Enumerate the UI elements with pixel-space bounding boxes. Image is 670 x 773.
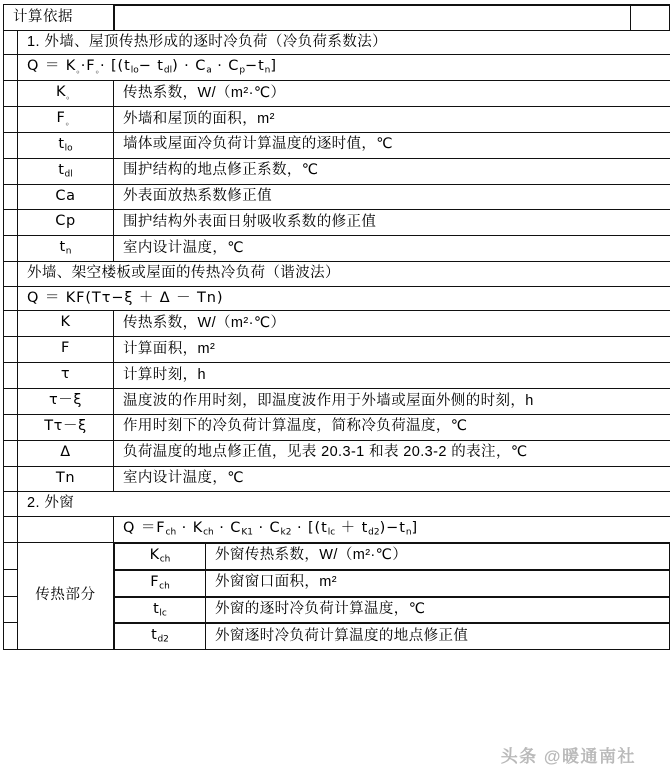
formula-token: t — [321, 520, 328, 536]
formula-sub: lc — [328, 528, 335, 538]
gutter-cell — [4, 262, 18, 287]
symbol-cell — [18, 158, 114, 184]
symbol-sub: d2 — [157, 635, 168, 645]
symbol-base: Tτ－ξ — [44, 418, 87, 434]
formula-token: − — [139, 58, 152, 74]
description-cell — [114, 132, 670, 158]
symbol-base: K — [60, 314, 70, 330]
gutter-cell — [4, 388, 18, 414]
gutter-cell — [4, 337, 18, 363]
calculation-basis-table — [3, 4, 670, 650]
symbol — [18, 185, 113, 210]
symbol-cell — [115, 597, 206, 622]
gutter-cell — [4, 569, 18, 596]
formula-token: − — [386, 520, 399, 536]
header-cell-blank — [114, 5, 670, 31]
formula-token: · — [182, 520, 188, 536]
symbol-cell — [115, 543, 206, 568]
description-cell — [114, 337, 670, 363]
symbol-sub: ch — [160, 554, 171, 564]
formula-token: t — [399, 520, 406, 536]
description: 外窗窗口面积，m² — [206, 571, 669, 595]
symbol-base: t — [60, 239, 66, 255]
description-cell — [114, 388, 670, 414]
nested-row — [114, 543, 670, 569]
symbol-sub: 。 — [65, 118, 74, 128]
nested-row — [114, 623, 670, 649]
symbol-cell — [18, 414, 114, 440]
symbol — [18, 415, 113, 440]
symbol — [18, 133, 113, 158]
gutter-cell — [4, 55, 18, 81]
gutter-cell — [4, 596, 18, 623]
symbol-cell — [18, 210, 114, 236]
symbol — [18, 467, 113, 492]
symbol — [18, 337, 113, 362]
formula-sub: a — [206, 66, 212, 76]
symbol-base: F — [150, 574, 159, 590]
description: 外表面放热系数修正值 — [114, 185, 670, 209]
gutter-cell — [4, 158, 18, 184]
section2-subtable-cell-2 — [114, 596, 670, 623]
harmonic-heading: 外墙、架空楼板或屋面的传热冷负荷（谐波法） — [18, 262, 670, 286]
symbol — [115, 571, 205, 596]
symbol-sub: 。 — [66, 92, 75, 102]
description-cell — [206, 597, 670, 622]
gutter-cell — [4, 30, 18, 55]
table-row-section1-formula — [4, 55, 670, 81]
table-row — [4, 184, 670, 210]
formula-token: Q — [123, 520, 135, 536]
symbol-sub: dl — [65, 169, 73, 179]
gutter-cell — [4, 440, 18, 466]
formula-sub: dl — [164, 66, 172, 76]
formula-token: K — [66, 58, 76, 74]
symbol — [18, 159, 113, 184]
symbol — [18, 107, 113, 132]
formula-token: ) — [380, 520, 387, 536]
nested-row — [114, 597, 670, 623]
gutter-cell — [4, 132, 18, 158]
description-cell — [114, 440, 670, 466]
formula-token: F — [86, 58, 95, 74]
formula-token: ( — [315, 520, 322, 536]
formula-sub: lo — [131, 66, 139, 76]
formula-token: Q — [27, 58, 39, 74]
gutter-cell — [4, 311, 18, 337]
formula-token: · — [81, 58, 87, 74]
section2-heading-cell — [18, 492, 670, 517]
symbol-cell — [18, 184, 114, 210]
formula-token: ] — [412, 520, 419, 536]
symbol-base: K — [150, 547, 160, 563]
watermark: 头条 @暖通南社 — [501, 742, 636, 767]
symbol-base: K — [56, 84, 66, 100]
formula-token: ] — [270, 58, 277, 74]
description-cell — [114, 363, 670, 389]
formula-token: ) — [172, 58, 179, 74]
gutter-cell — [4, 542, 18, 569]
formula-token: ( — [118, 58, 125, 74]
symbol — [115, 598, 205, 623]
symbol-cell — [115, 570, 206, 595]
description: 计算时刻，h — [114, 364, 670, 388]
harmonic-formula-cell — [18, 286, 670, 311]
formula-sub: ch — [166, 528, 177, 538]
section2-group-cell — [18, 542, 114, 649]
harmonic-heading-cell — [18, 262, 670, 287]
description-cell — [114, 158, 670, 184]
formula-sub: 。 — [95, 66, 100, 76]
gutter-cell — [4, 107, 18, 133]
gutter-cell — [4, 363, 18, 389]
description: 传热系数，W/（m²·℃） — [114, 82, 670, 106]
section1-heading-cell — [18, 30, 670, 55]
table-row — [4, 337, 670, 363]
table-row — [4, 311, 670, 337]
symbol — [18, 210, 113, 235]
description: 温度波的作用时刻，即温度波作用于外墙或屋面外侧的时刻，h — [114, 390, 670, 414]
table-row — [4, 414, 670, 440]
table-row-harmonic-heading — [4, 262, 670, 287]
gutter-cell — [4, 466, 18, 492]
formula-sub: n — [265, 66, 271, 76]
symbol-base: F — [61, 340, 70, 356]
formula-token: t — [362, 520, 369, 536]
section2-subtable-cell-1 — [114, 569, 670, 596]
formula-token: ＝ — [141, 520, 156, 536]
description-cell — [114, 311, 670, 337]
table-row — [4, 440, 670, 466]
description-cell — [114, 107, 670, 133]
table-sheet — [0, 4, 670, 773]
formula-token: F — [156, 520, 165, 536]
description: 计算面积，m² — [114, 338, 670, 362]
section2-formula-cell — [114, 517, 670, 543]
formula-token: − — [245, 58, 258, 74]
gutter-cell — [4, 81, 18, 107]
symbol-cell — [18, 132, 114, 158]
harmonic-formula: Q ＝ KF(Tτ−ξ ＋ Δ － Tn) — [18, 287, 670, 311]
description-cell — [114, 466, 670, 492]
symbol-cell — [18, 107, 114, 133]
formula-sub: K1 — [241, 528, 253, 538]
table-row — [4, 236, 670, 262]
symbol-base: t — [153, 601, 159, 617]
symbol-base: F — [57, 110, 66, 126]
symbol — [18, 363, 113, 388]
description: 墙体或屋面冷负荷计算温度的逐时值，℃ — [114, 133, 670, 157]
table-row — [4, 363, 670, 389]
formula-token: ＝ — [45, 58, 60, 74]
section2-subtable-cell-0 — [114, 542, 670, 569]
table-row — [4, 158, 670, 184]
formula-token: · — [258, 520, 264, 536]
symbol-cell — [18, 81, 114, 107]
table-row — [4, 542, 670, 569]
section1-heading: 1. 外墙、屋顶传热形成的逐时冷负荷（冷负荷系数法） — [18, 31, 670, 55]
description: 外窗的逐时冷负荷计算温度，℃ — [206, 598, 669, 622]
header-blank-split — [114, 5, 670, 30]
formula-token: C — [230, 520, 241, 536]
formula-token: · — [297, 520, 303, 536]
description-cell — [114, 414, 670, 440]
table-row — [4, 388, 670, 414]
symbol-base: t — [151, 627, 157, 643]
formula-token: t — [124, 58, 131, 74]
symbol — [115, 544, 205, 569]
symbol-sub: lo — [65, 143, 73, 153]
description-cell — [206, 570, 670, 595]
formula-sub: n — [406, 528, 412, 538]
gutter-cell — [4, 492, 18, 517]
description: 室内设计温度，℃ — [114, 237, 670, 261]
description-cell — [114, 236, 670, 262]
symbol-base: t — [58, 162, 64, 178]
description: 作用时刻下的冷负荷计算温度，简称冷负荷温度，℃ — [114, 415, 670, 439]
symbol-base: Ca — [55, 188, 75, 204]
symbol-cell — [18, 388, 114, 414]
symbol-cell — [18, 363, 114, 389]
symbol-sub: ch — [159, 581, 170, 591]
symbol — [18, 236, 113, 261]
table-row — [4, 81, 670, 107]
header-blank-left — [115, 6, 630, 30]
description-cell — [206, 624, 670, 649]
formula-token: C — [228, 58, 239, 74]
formula-token: C — [269, 520, 280, 536]
description-cell — [114, 184, 670, 210]
formula-sub: p — [239, 66, 245, 76]
formula-token: K — [193, 520, 203, 536]
header-label: 计算依据 — [4, 6, 113, 30]
formula-token: · — [219, 520, 225, 536]
symbol-sub: n — [66, 247, 72, 257]
formula-sub: ch — [203, 528, 214, 538]
description: 外墙和屋顶的面积，m² — [114, 108, 670, 132]
description: 围护结构外表面日射吸收系数的修正值 — [114, 211, 670, 235]
gutter-cell — [4, 210, 18, 236]
symbol-base: Tn — [56, 470, 75, 486]
formula-token: C — [195, 58, 206, 74]
formula-token: t — [258, 58, 265, 74]
section2-formula — [114, 517, 670, 542]
gutter-cell — [4, 623, 18, 650]
section1-formula — [18, 55, 670, 80]
symbol-base: τ — [61, 366, 70, 382]
symbol-cell — [18, 311, 114, 337]
symbol-cell — [115, 624, 206, 649]
description: 室内设计温度，℃ — [114, 467, 670, 491]
formula-token: · — [217, 58, 223, 74]
symbol-cell — [18, 236, 114, 262]
formula-sub: d2 — [368, 528, 379, 538]
table-row — [4, 210, 670, 236]
formula-token: · — [184, 58, 190, 74]
formula-token: [ — [111, 58, 118, 74]
section2-heading: 2. 外窗 — [18, 492, 670, 516]
description-cell — [206, 543, 670, 568]
header-blank-right — [631, 6, 669, 30]
section2-subtable-cell-3 — [114, 623, 670, 650]
symbol-base: Δ — [60, 444, 71, 460]
table-row-harmonic-formula — [4, 286, 670, 311]
gutter-cell — [4, 286, 18, 311]
symbol-cell — [18, 440, 114, 466]
table-row — [4, 132, 670, 158]
table-row — [4, 107, 670, 133]
nested-row — [114, 570, 670, 596]
table-row — [4, 466, 670, 492]
description-cell — [114, 210, 670, 236]
symbol — [18, 389, 113, 414]
table-row-section2-heading — [4, 492, 670, 517]
description: 外窗传热系数，W/（m²·℃） — [206, 544, 669, 568]
gutter-cell — [4, 414, 18, 440]
formula-token: t — [157, 58, 164, 74]
description: 传热系数，W/（m²·℃） — [114, 312, 670, 336]
symbol-sub: lc — [159, 608, 166, 618]
symbol — [115, 624, 205, 649]
group-label: 传热部分 — [18, 584, 113, 608]
formula-token: ＋ — [341, 520, 356, 536]
gutter-cell — [4, 184, 18, 210]
formula-token: [ — [308, 520, 315, 536]
symbol — [18, 311, 113, 336]
section2-group-spacer — [18, 517, 114, 543]
formula-token: · — [100, 58, 106, 74]
description: 围护结构的地点修正系数，℃ — [114, 159, 670, 183]
description: 外窗逐时冷负荷计算温度的地点修正值 — [206, 625, 669, 649]
symbol-base: Cp — [55, 213, 76, 229]
symbol-base: τ－ξ — [49, 392, 82, 408]
description-cell — [114, 81, 670, 107]
gutter-cell — [4, 236, 18, 262]
formula-sub: 。 — [76, 66, 81, 76]
symbol-cell — [18, 337, 114, 363]
formula-sub: k2 — [281, 528, 292, 538]
symbol — [18, 81, 113, 106]
gutter-cell — [4, 517, 18, 543]
table-row-section2-formula — [4, 517, 670, 543]
description: 负荷温度的地点修正值，见表 20.3-1 和表 20.3-2 的表注，℃ — [114, 441, 670, 465]
section1-formula-cell — [18, 55, 670, 81]
table-row-header — [4, 5, 670, 31]
symbol-base: t — [58, 136, 64, 152]
header-cell-calculation-basis — [4, 5, 114, 31]
symbol-cell — [18, 466, 114, 492]
symbol — [18, 441, 113, 466]
table-row-section1-heading — [4, 30, 670, 55]
